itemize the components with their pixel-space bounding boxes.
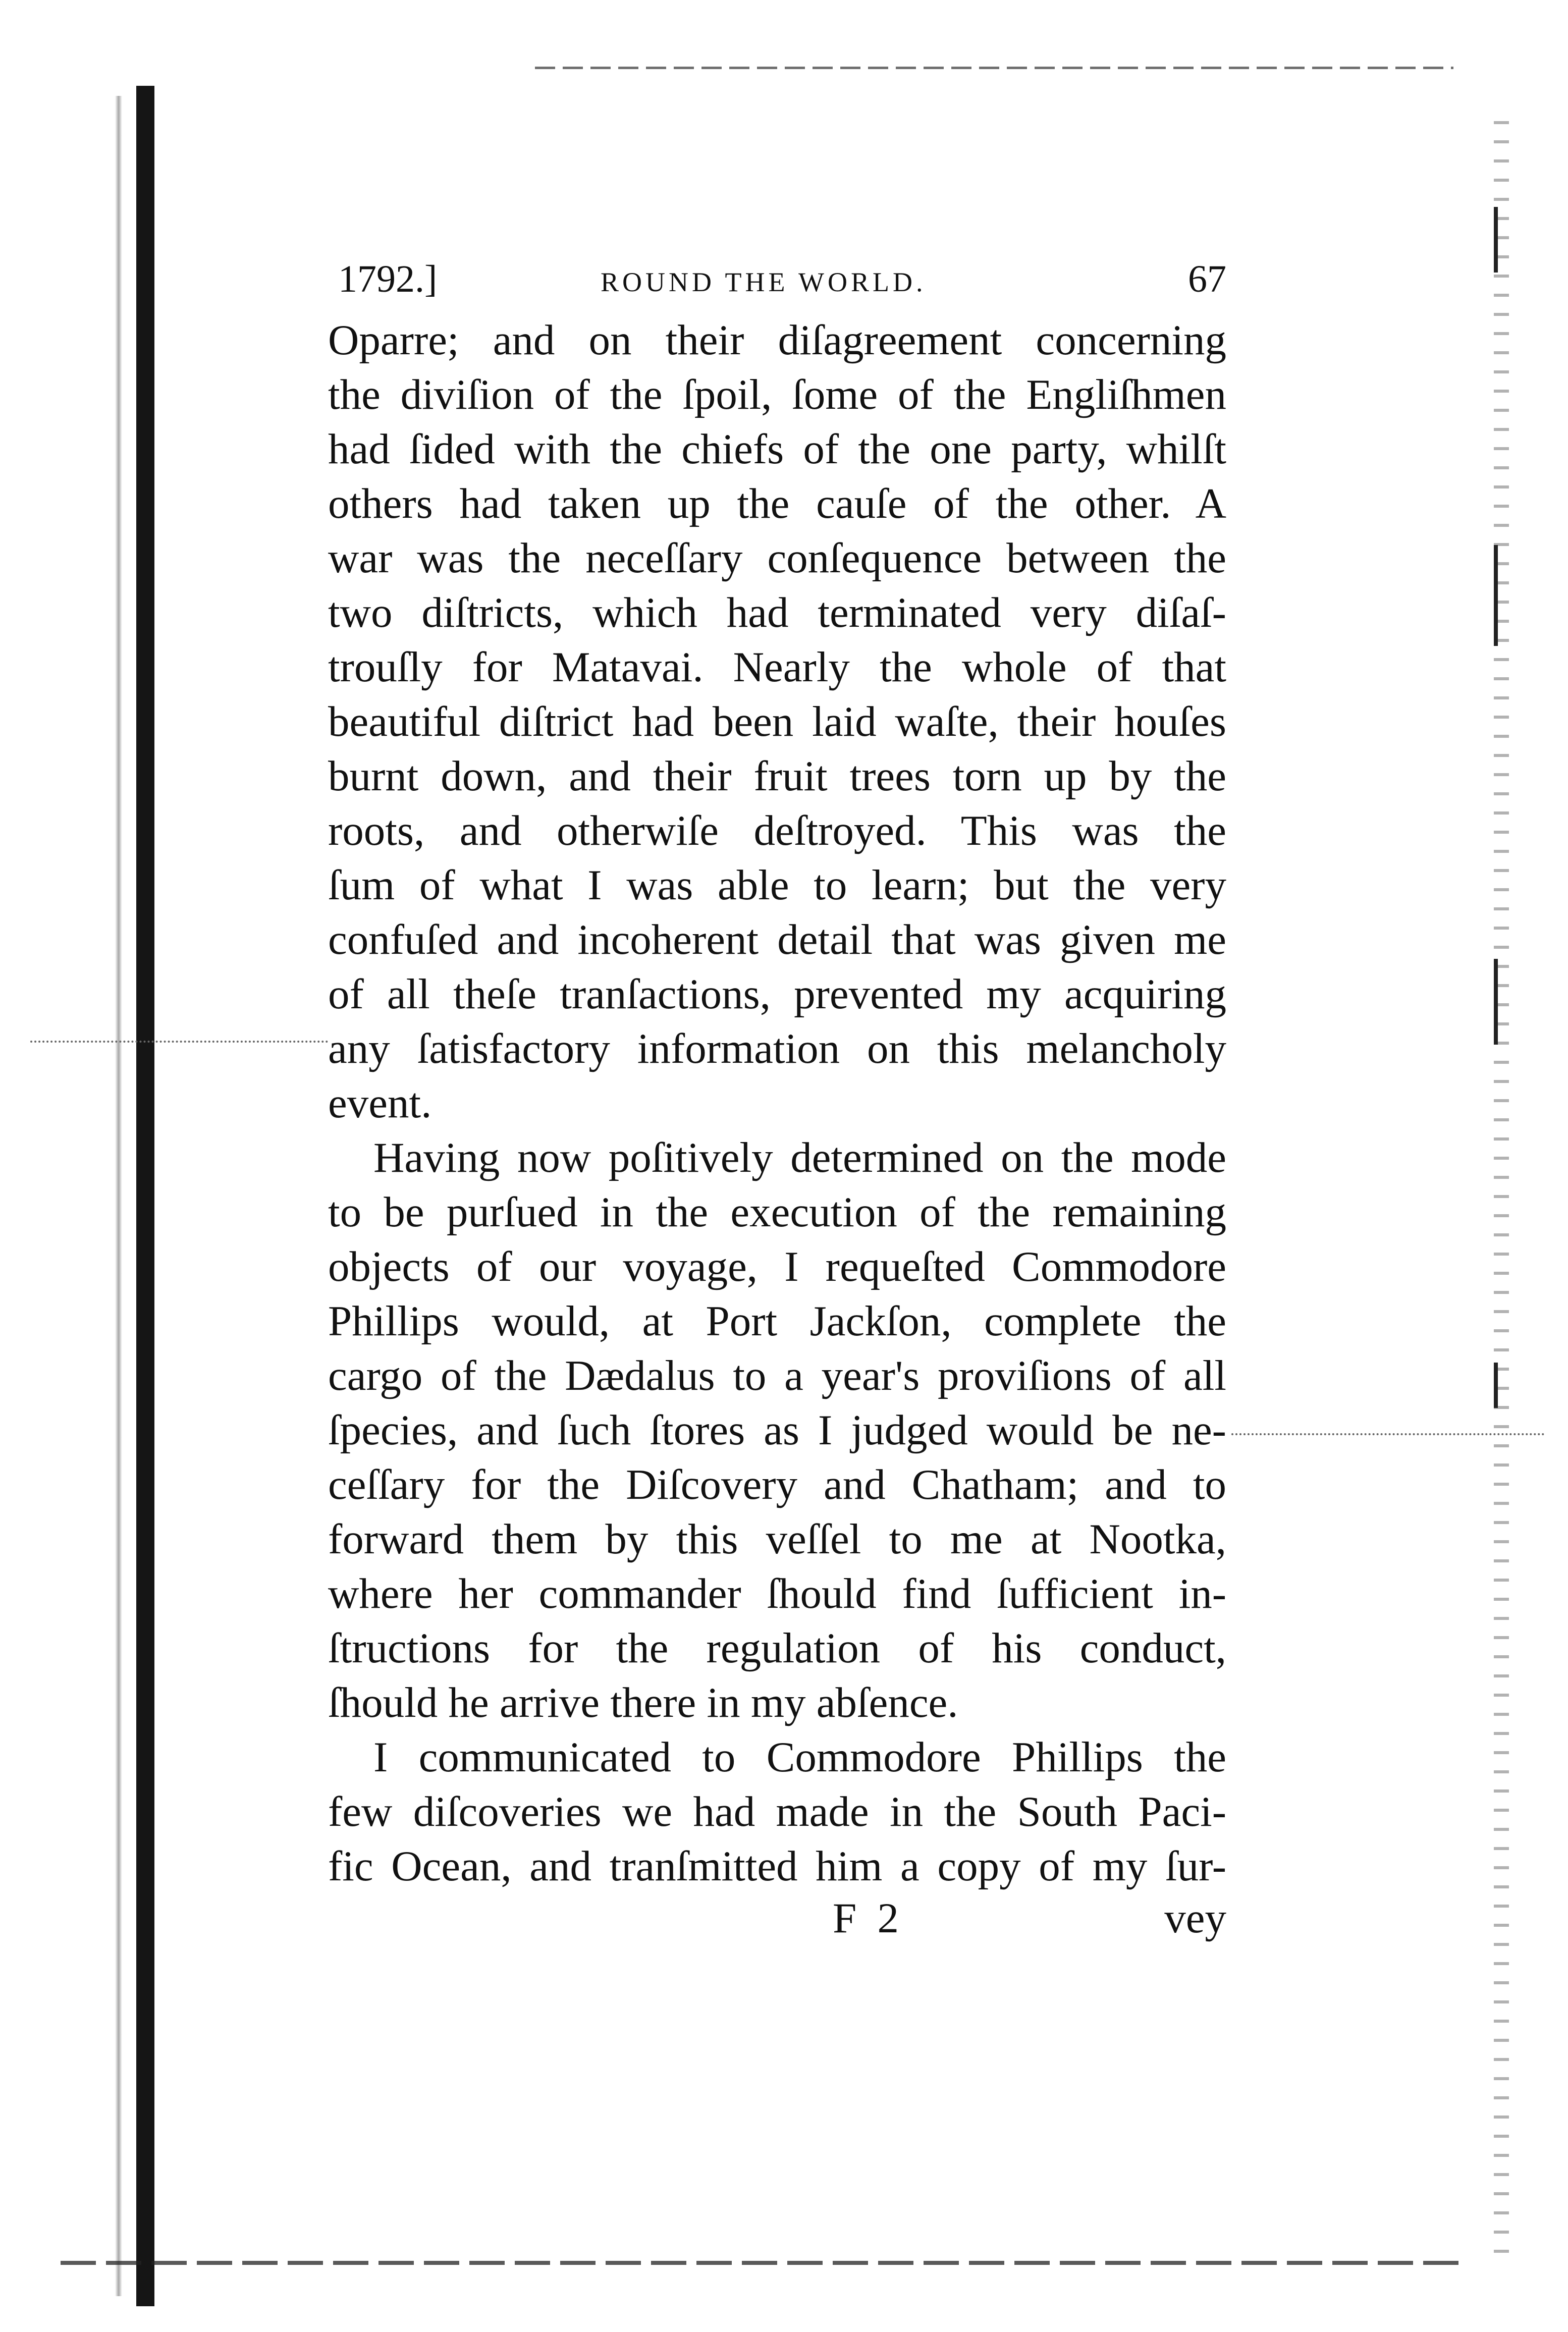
text-line: ſpecies, and ſuch ſtores as I judged would be ne-: [328, 1406, 1226, 1454]
text-line: ſtructions for the regulation of his conduct,: [328, 1624, 1226, 1672]
text-line: ſhould he arrive there in my abſence.: [328, 1679, 958, 1726]
right-edge-mark: [1494, 207, 1498, 273]
text-line: others had taken up the cauſe of the other. A: [328, 480, 1226, 527]
text-line: where her commander ſhould find ſufficient in-: [328, 1570, 1226, 1617]
paragraph: [328, 1730, 1226, 1893]
dotted-crease-left: [30, 1041, 328, 1043]
text-line: confuſed and incoherent detail that was given me: [328, 916, 1226, 963]
right-edge-mark: [1494, 1363, 1498, 1408]
text-line: the diviſion of the ſpoil, ſome of the Engliſhmen: [328, 371, 1226, 418]
text-line: I communicated to Commodore Phillips the: [373, 1733, 1226, 1781]
text-line: event.: [328, 1079, 432, 1127]
text-line: two diſtricts, which had terminated very diſaſ-: [328, 589, 1226, 636]
text-line: burnt down, and their fruit trees torn up by the: [328, 752, 1226, 800]
page-number: 67: [1188, 258, 1226, 300]
page-binding-edge: [136, 86, 154, 2306]
running-head: [328, 257, 1226, 313]
bottom-edge-mark: [61, 2261, 1464, 2265]
text-line: fic Ocean, and tranſmitted him a copy of my ſur-: [328, 1842, 1226, 1890]
text-line: objects of our voyage, I requeſted Commodore: [328, 1243, 1226, 1290]
text-line: roots, and otherwiſe deſtroyed. This was the: [328, 807, 1226, 854]
text-line: trouſly for Matavai. Nearly the whole of that: [328, 643, 1226, 691]
text-line: cargo of the Dædalus to a year's proviſions of all: [328, 1352, 1226, 1399]
page-text-block: [328, 257, 1226, 1954]
right-edge-mark: [1494, 545, 1498, 646]
text-line: Oparre; and on their diſagreement concerning: [328, 316, 1226, 364]
body-text: [328, 313, 1226, 1893]
running-head-title: ROUND THE WORLD.: [601, 267, 927, 297]
text-line: any ſatisfactory information on this melancholy: [328, 1025, 1226, 1072]
text-line: ceſſary for the Diſcovery and Chatham; and to: [328, 1461, 1226, 1508]
right-edge-mark: [1494, 959, 1498, 1045]
text-line: ſum of what I was able to learn; but the very: [328, 861, 1226, 909]
text-line: few diſcoveries we had made in the South Paci-: [328, 1788, 1226, 1835]
binding-shadow: [115, 96, 122, 2296]
running-head-year: 1792.]: [338, 258, 438, 300]
paragraph: [328, 313, 1226, 1130]
text-line: had ſided with the chiefs of the one party, whilſt: [328, 425, 1226, 473]
signature-line: [328, 1893, 1226, 1954]
paragraph: [328, 1130, 1226, 1730]
signature-mark: F 2: [833, 1894, 904, 1942]
text-line: Having now poſitively determined on the mode: [373, 1134, 1226, 1181]
text-line: Phillips would, at Port Jackſon, complete the: [328, 1297, 1226, 1345]
right-edge-bleed: [1494, 121, 1509, 2266]
catchword: vey: [1164, 1894, 1226, 1942]
text-line: to be purſued in the execution of the remaining: [328, 1188, 1226, 1236]
top-edge-mark: [535, 67, 1453, 69]
text-line: forward them by this veſſel to me at Nootka,: [328, 1515, 1226, 1563]
text-line: of all theſe tranſactions, prevented my acquiring: [328, 970, 1226, 1018]
text-line: beautiful diſtrict had been laid waſte, their houſes: [328, 698, 1226, 745]
text-line: war was the neceſſary conſequence between the: [328, 534, 1226, 582]
